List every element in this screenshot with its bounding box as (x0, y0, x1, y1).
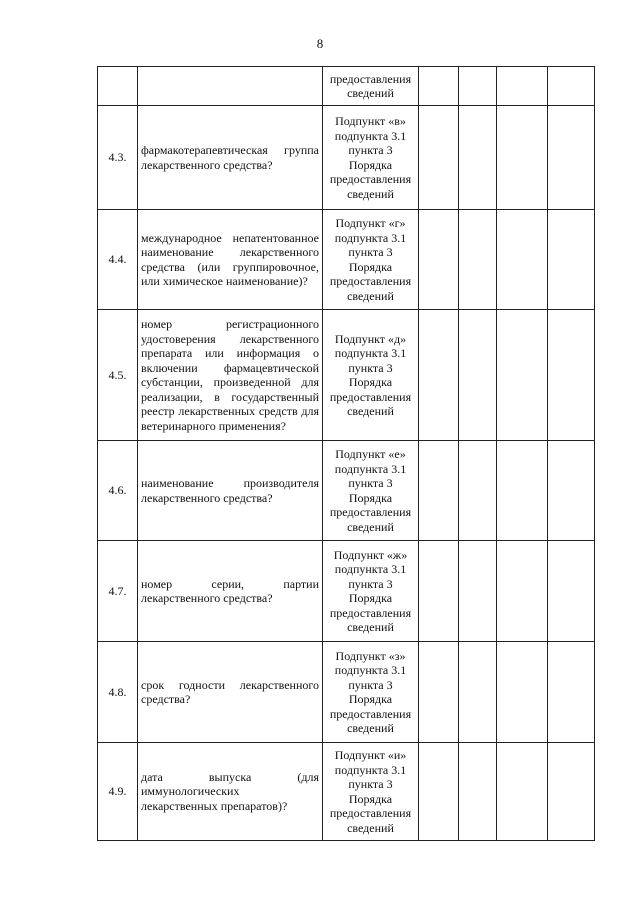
answer-cell-no[interactable] (459, 642, 497, 743)
row-number: 4.3. (98, 106, 138, 210)
row-reference: Подпункт «е» подпункта 3.1 пункта 3 Порядка предоставления сведений (323, 441, 419, 541)
row-number: 4.7. (98, 541, 138, 642)
row-reference: Подпункт «ж» подпункта 3.1 пункта 3 Порядка предоставления сведений (323, 541, 419, 642)
answer-cell-note[interactable] (548, 67, 595, 106)
answer-cell-yes[interactable] (419, 210, 459, 310)
row-reference: Подпункт «з» подпункта 3.1 пункта 3 Порядка предоставления сведений (323, 642, 419, 743)
row-number: 4.4. (98, 210, 138, 310)
checklist-table (97, 66, 595, 841)
row-number: 4.9. (98, 743, 138, 841)
answer-cell-na[interactable] (497, 541, 548, 642)
answer-cell-yes[interactable] (419, 310, 459, 441)
answer-cell-no[interactable] (459, 210, 497, 310)
row-question: наименование производителя лекарственного средства? (138, 441, 323, 541)
answer-cell-na[interactable] (497, 743, 548, 841)
row-reference: Подпункт «г» подпункта 3.1 пункта 3 Порядка предоставления сведений (323, 210, 419, 310)
row-reference: Подпункт «в» подпункта 3.1 пункта 3 Порядка предоставления сведений (323, 106, 419, 210)
answer-cell-na[interactable] (497, 106, 548, 210)
answer-cell-no[interactable] (459, 541, 497, 642)
answer-cell-note[interactable] (548, 441, 595, 541)
row-number: 4.8. (98, 642, 138, 743)
answer-cell-na[interactable] (497, 642, 548, 743)
row-question (138, 67, 323, 106)
table-row-4-3 (98, 106, 595, 210)
row-reference: Подпункт «и» подпункта 3.1 пункта 3 Порядка предоставления сведений (323, 743, 419, 841)
row-question: номер регистрационного удостоверения лекарственного препарата или информация о включении фармацевтической субстанции, произведенной для реализации, в государственный реестр лекарственных средств для ветеринарного применения? (138, 310, 323, 441)
answer-cell-no[interactable] (459, 441, 497, 541)
answer-cell-na[interactable] (497, 310, 548, 441)
answer-cell-yes[interactable] (419, 642, 459, 743)
answer-cell-na[interactable] (497, 67, 548, 106)
answer-cell-yes[interactable] (419, 441, 459, 541)
table-row-4-4 (98, 210, 595, 310)
answer-cell-na[interactable] (497, 210, 548, 310)
answer-cell-no[interactable] (459, 743, 497, 841)
answer-cell-yes[interactable] (419, 106, 459, 210)
table-row-4-8 (98, 642, 595, 743)
answer-cell-note[interactable] (548, 310, 595, 441)
answer-cell-no[interactable] (459, 310, 497, 441)
table-row-4-5 (98, 310, 595, 441)
table-row-4-9 (98, 743, 595, 841)
row-question: номер серии, партии лекарственного средства? (138, 541, 323, 642)
table-row-4-6 (98, 441, 595, 541)
row-reference: предоставления сведений (323, 67, 419, 106)
answer-cell-no[interactable] (459, 67, 497, 106)
answer-cell-yes[interactable] (419, 67, 459, 106)
answer-cell-note[interactable] (548, 106, 595, 210)
row-number: 4.5. (98, 310, 138, 441)
answer-cell-no[interactable] (459, 106, 497, 210)
row-question: международное непатентованное наименование лекарственного средства (или группировочное, или химическое наименование)? (138, 210, 323, 310)
row-question: срок годности лекарственного средства? (138, 642, 323, 743)
answer-cell-note[interactable] (548, 743, 595, 841)
answer-cell-na[interactable] (497, 441, 548, 541)
answer-cell-note[interactable] (548, 210, 595, 310)
row-number (98, 67, 138, 106)
page-number: 8 (316, 36, 324, 51)
answer-cell-note[interactable] (548, 642, 595, 743)
row-question: дата выпуска (для иммунологических лекарственных препаратов)? (138, 743, 323, 841)
row-number: 4.6. (98, 441, 138, 541)
answer-cell-yes[interactable] (419, 541, 459, 642)
table-row-continued (98, 67, 595, 106)
answer-cell-yes[interactable] (419, 743, 459, 841)
row-reference: Подпункт «д» подпункта 3.1 пункта 3 Порядка предоставления сведений (323, 310, 419, 441)
table-row-4-7 (98, 541, 595, 642)
row-question: фармакотерапевтическая группа лекарственного средства? (138, 106, 323, 210)
answer-cell-note[interactable] (548, 541, 595, 642)
